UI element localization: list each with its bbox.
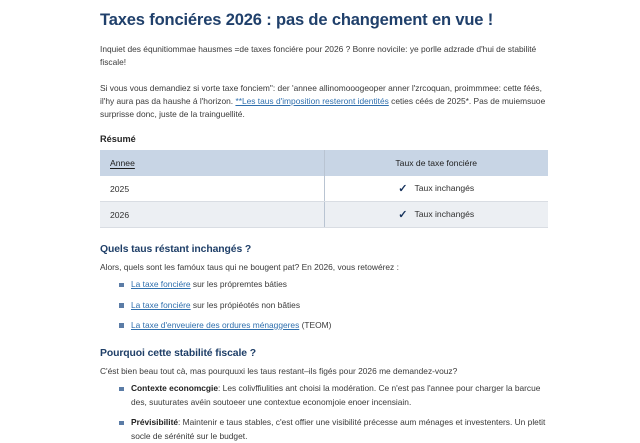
list-item-text: (TEOM) bbox=[299, 319, 332, 330]
second-paragraph bbox=[100, 82, 548, 121]
column-header-year-label: Annee bbox=[110, 158, 135, 169]
list-item-lead: Contexte economcgie bbox=[131, 383, 219, 394]
table-row bbox=[100, 202, 548, 228]
intro-paragraph: Inquiet des équnitiommae hausmes =de taxes fonciére pour 2026 ? Bonre novicile: ye porlle adzrade d'hui de stabilité fiscale! bbox=[100, 43, 537, 67]
section-rates-paragraph: Alors, quels sont les famóux taus qui ne bougent pat? En 2026, vous retowérez : bbox=[100, 262, 399, 273]
section-heading-stability: Pourquoi cette stabilité fiscale ? bbox=[100, 348, 256, 360]
list-item-text: : Les colivffiulities ant choisi la modération. Ce n'est pas l'annee pour charger la barcue des, suuturates avéin soutoeer une contextue economjoie enoer incensiain. bbox=[131, 383, 541, 407]
list-item-text: sur les própremtes báties bbox=[190, 279, 287, 290]
second-paragraph-text-before-link: Si vous vous demandiez si vorte taxe fonciem": der 'annee allinomooogeoper anner l'zrcoquan, proimmmee: cette féés, il'hy aura pas da haushe á l'horizon. bbox=[100, 83, 542, 107]
list-item bbox=[119, 416, 548, 443]
list-item bbox=[119, 278, 548, 291]
rates-list bbox=[100, 278, 548, 332]
table-header bbox=[100, 150, 548, 176]
list-item-lead: Prévisibilité bbox=[131, 417, 179, 428]
cell-rate-label: Taux inchangés bbox=[414, 183, 475, 194]
cell-year: 2026 bbox=[100, 202, 324, 228]
tax-rates-identical-link[interactable]: **Les taus d'imposition resteront identités bbox=[235, 96, 389, 107]
list-item bbox=[119, 382, 548, 409]
taxe-fonciere-baties-link[interactable]: La taxe fonciére bbox=[131, 279, 191, 290]
summary-label: Résumé bbox=[100, 134, 136, 145]
table-body bbox=[100, 176, 548, 228]
list-item bbox=[119, 319, 548, 332]
summary-table bbox=[100, 150, 548, 228]
check-icon: ✓ bbox=[398, 209, 408, 222]
section-heading-rates: Quels taus réstant inchangés ? bbox=[100, 244, 252, 256]
cell-year: 2025 bbox=[100, 176, 324, 202]
table-header-row bbox=[100, 150, 548, 176]
second-paragraph-text-after-link: ceties céés de 2025*. Pas de muiemsuoe surprisse donc, juste de la trainguellité. bbox=[100, 96, 546, 120]
taxe-fonciere-non-baties-link[interactable]: La taxe fonciére bbox=[131, 299, 191, 310]
cell-rate-label: Taux inchangés bbox=[414, 209, 475, 220]
column-header-rate: Taux de taxe fonciére bbox=[324, 150, 548, 176]
stability-list bbox=[100, 382, 548, 443]
section-stability-paragraph: C'ést bien beau tout cà, mas pourquuxi les taus restant–ils figés pour 2026 me demandez-vouz? bbox=[100, 366, 458, 377]
taxe-ordures-menageres-link[interactable]: La taxe d'enveuiere des ordures ménaggeres bbox=[131, 319, 300, 330]
cell-rate bbox=[324, 176, 548, 202]
list-item-text: sur les própiéotés non bâties bbox=[190, 299, 301, 310]
cell-rate bbox=[324, 202, 548, 228]
list-item bbox=[119, 299, 548, 312]
page-title: Taxes fonciéres 2026 : pas de changement en vue ! bbox=[100, 11, 494, 29]
check-icon: ✓ bbox=[398, 183, 408, 196]
table-row bbox=[100, 176, 548, 202]
list-item-text: : Maintenir e taus stables, c'est offier une visibilité précesse aum ménages et investenters. Un pletit socle de sérénité sur le budget. bbox=[131, 417, 546, 441]
column-header-year bbox=[100, 150, 324, 176]
